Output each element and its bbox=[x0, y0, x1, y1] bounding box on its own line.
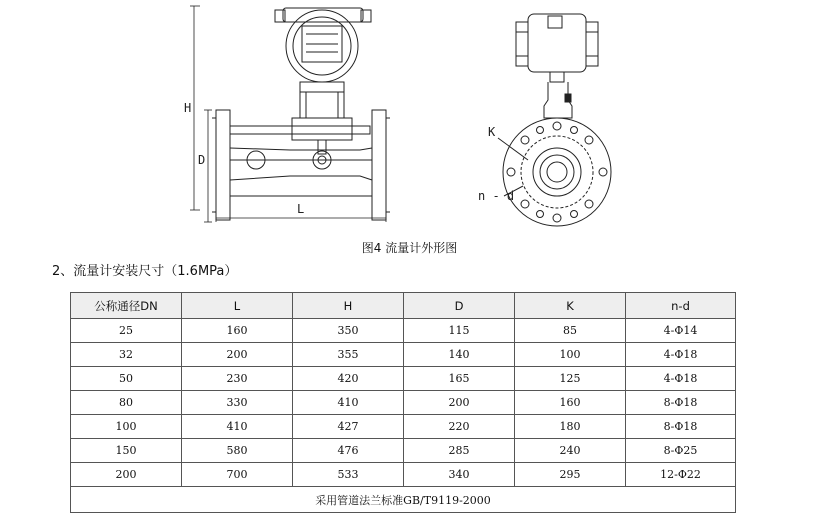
dim-label-nd: n - d bbox=[478, 189, 515, 203]
flange-right bbox=[372, 110, 386, 220]
housing-side bbox=[528, 14, 586, 72]
dim-label-l: L bbox=[297, 202, 305, 216]
cell-h: 420 bbox=[293, 367, 404, 391]
cell-h: 533 bbox=[293, 463, 404, 487]
top-port bbox=[548, 16, 562, 28]
cell-nd: 8-Φ18 bbox=[626, 415, 736, 439]
cell-h: 350 bbox=[293, 319, 404, 343]
cell-l: 700 bbox=[182, 463, 293, 487]
flowmeter-outline-drawing bbox=[0, 0, 819, 240]
cell-l: 330 bbox=[182, 391, 293, 415]
cell-k: 85 bbox=[515, 319, 626, 343]
section-title: 2、流量计安装尺寸（1.6MPa） bbox=[52, 264, 238, 279]
cell-l: 410 bbox=[182, 415, 293, 439]
table-row bbox=[71, 391, 736, 415]
cell-h: 355 bbox=[293, 343, 404, 367]
flange-standard-note: 采用管道法兰标准GB/T9119-2000 bbox=[71, 487, 736, 513]
cell-nd: 8-Φ25 bbox=[626, 439, 736, 463]
cell-h: 427 bbox=[293, 415, 404, 439]
cell-k: 125 bbox=[515, 367, 626, 391]
cell-h: 476 bbox=[293, 439, 404, 463]
cell-l: 200 bbox=[182, 343, 293, 367]
dim-label-h: H bbox=[184, 101, 192, 115]
table-row bbox=[71, 367, 736, 391]
cell-d: 140 bbox=[404, 343, 515, 367]
cell-dn: 100 bbox=[71, 415, 182, 439]
cell-nd: 8-Φ18 bbox=[626, 391, 736, 415]
flange-face bbox=[503, 118, 611, 226]
cell-d: 200 bbox=[404, 391, 515, 415]
header-k: K bbox=[515, 293, 626, 319]
cell-nd: 4-Φ14 bbox=[626, 319, 736, 343]
housing-base bbox=[300, 82, 344, 92]
table-row bbox=[71, 415, 736, 439]
cell-k: 240 bbox=[515, 439, 626, 463]
table-header-row bbox=[71, 293, 736, 319]
cell-dn: 25 bbox=[71, 319, 182, 343]
cell-l: 160 bbox=[182, 319, 293, 343]
cell-dn: 32 bbox=[71, 343, 182, 367]
cover-right bbox=[586, 22, 598, 66]
cell-k: 295 bbox=[515, 463, 626, 487]
cell-dn: 150 bbox=[71, 439, 182, 463]
table-row bbox=[71, 319, 736, 343]
table-row bbox=[71, 439, 736, 463]
header-dn: 公称通径DN bbox=[71, 293, 182, 319]
table-row bbox=[71, 463, 736, 487]
cell-d: 165 bbox=[404, 367, 515, 391]
cell-dn: 80 bbox=[71, 391, 182, 415]
cell-d: 285 bbox=[404, 439, 515, 463]
dim-label-d: D bbox=[198, 153, 206, 167]
cell-dn: 50 bbox=[71, 367, 182, 391]
cell-dn: 200 bbox=[71, 463, 182, 487]
cell-nd: 4-Φ18 bbox=[626, 343, 736, 367]
flange-left bbox=[216, 110, 230, 220]
installation-dimensions-table bbox=[70, 292, 736, 513]
neck-bracket bbox=[292, 118, 352, 140]
figure-caption: 图4 流量计外形图 bbox=[361, 241, 458, 255]
cell-k: 180 bbox=[515, 415, 626, 439]
header-l: L bbox=[182, 293, 293, 319]
header-nd: n-d bbox=[626, 293, 736, 319]
housing-outer-ring bbox=[286, 10, 358, 82]
header-h: H bbox=[293, 293, 404, 319]
cell-d: 115 bbox=[404, 319, 515, 343]
cell-d: 340 bbox=[404, 463, 515, 487]
bore-inner bbox=[540, 155, 574, 189]
cover-left bbox=[516, 22, 528, 66]
neck bbox=[300, 92, 344, 118]
cell-k: 160 bbox=[515, 391, 626, 415]
side-view bbox=[498, 14, 611, 226]
cell-nd: 4-Φ18 bbox=[626, 367, 736, 391]
table-footnote-row bbox=[71, 487, 736, 513]
header-d: D bbox=[404, 293, 515, 319]
table-row bbox=[71, 343, 736, 367]
front-dimensions bbox=[190, 6, 386, 222]
cell-d: 220 bbox=[404, 415, 515, 439]
cell-nd: 12-Φ22 bbox=[626, 463, 736, 487]
dim-label-k: K bbox=[488, 125, 496, 139]
cell-l: 580 bbox=[182, 439, 293, 463]
front-view bbox=[212, 8, 390, 220]
cell-k: 100 bbox=[515, 343, 626, 367]
cell-l: 230 bbox=[182, 367, 293, 391]
cell-h: 410 bbox=[293, 391, 404, 415]
pcd-circle bbox=[521, 136, 593, 208]
